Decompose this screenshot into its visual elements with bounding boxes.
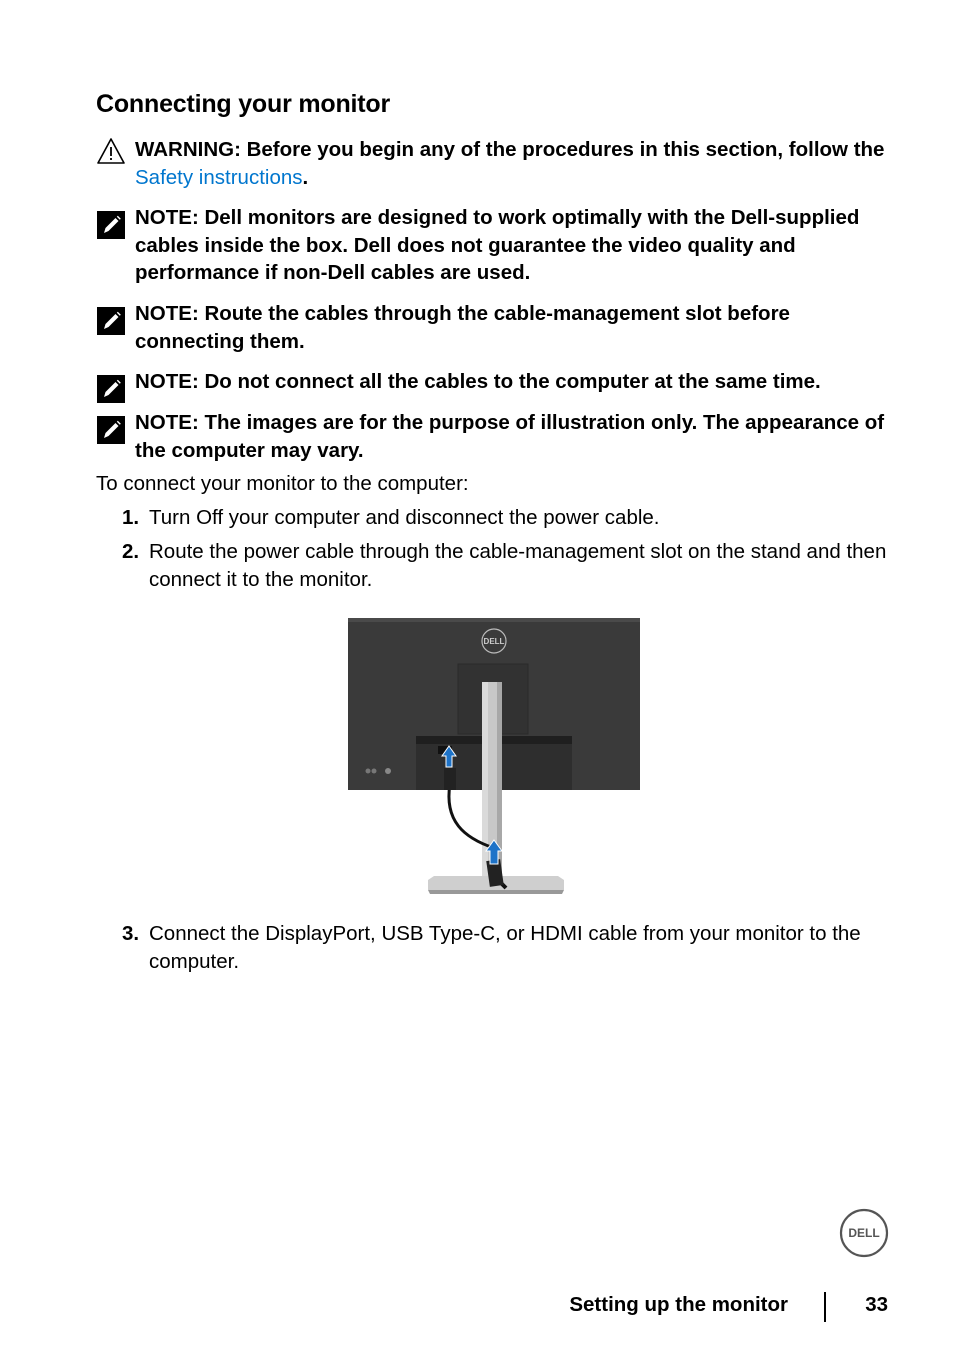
note-pencil-icon (96, 210, 126, 240)
note-pencil-icon (96, 415, 126, 445)
dell-logo-icon (838, 1207, 890, 1259)
note-pencil-icon (96, 306, 126, 336)
note-text: NOTE: Route the cables through the cable-management slot before connecting them. (135, 302, 790, 353)
note-text: NOTE: Do not connect all the cables to the computer at the same time. (135, 370, 821, 393)
warning-text-before: WARNING: Before you begin any of the procedures in this section, follow the (135, 138, 885, 161)
footer-section-name: Setting up the monitor (569, 1293, 788, 1316)
step-number: 1. (122, 506, 140, 529)
safety-instructions-link[interactable]: Safety instructions (135, 165, 303, 189)
warning-text (135, 136, 895, 191)
svg-text:DELL: DELL (483, 637, 505, 646)
note-pencil-icon (96, 374, 126, 404)
note-text: NOTE: The images are for the purpose of illustration only. The appearance of the computer may vary. (135, 411, 885, 462)
page-number: 33 (865, 1293, 888, 1316)
warning-triangle-icon (96, 136, 126, 166)
step-text: Route the power cable through the cable-management slot on the stand and then connect it to the monitor. (149, 540, 887, 591)
monitor-back-illustration (346, 616, 642, 900)
note-text: NOTE: Dell monitors are designed to work optimally with the Dell-supplied cables inside the box. Dell does not guarantee the video quality and performance if non-Dell cables are used. (135, 206, 860, 284)
step-number: 3. (122, 922, 140, 945)
page-title: Connecting your monitor (96, 90, 390, 118)
footer-divider (824, 1292, 826, 1322)
intro-text: To connect your monitor to the computer: (96, 472, 469, 495)
step-number: 2. (122, 540, 140, 563)
svg-text:DELL: DELL (848, 1226, 880, 1240)
warning-text-after: . (302, 165, 309, 189)
step-text: Turn Off your computer and disconnect the power cable. (149, 506, 660, 529)
step-text: Connect the DisplayPort, USB Type-C, or HDMI cable from your monitor to the computer. (149, 922, 861, 973)
